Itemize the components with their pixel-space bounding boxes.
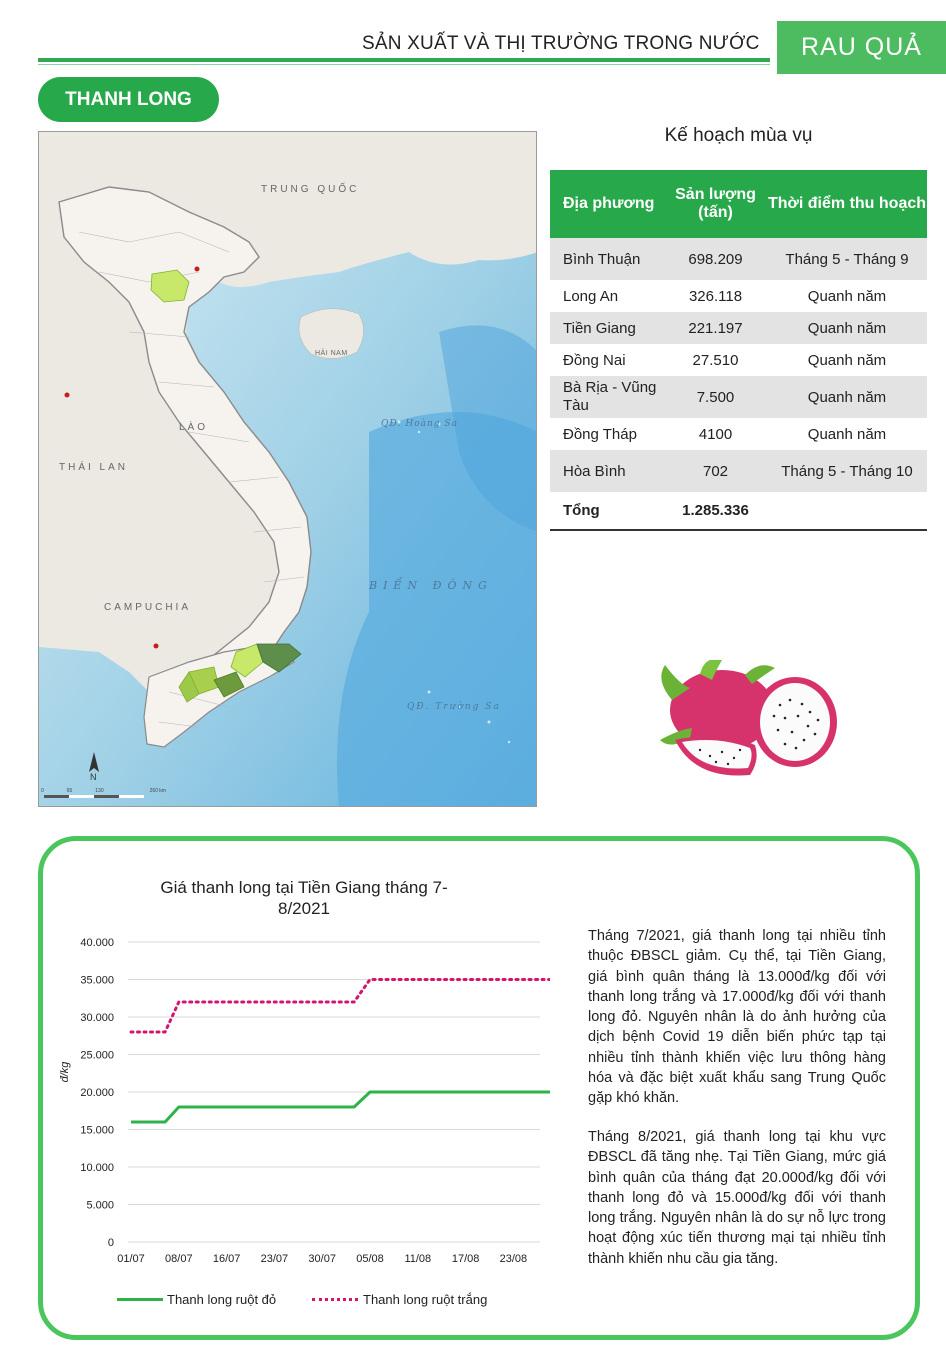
y-axis-label: đ/kg bbox=[59, 1061, 71, 1083]
y-tick-label: 35.000 bbox=[80, 974, 114, 987]
table-cell: Long An bbox=[563, 287, 619, 305]
map-label-cambodia: CAMPUCHIA bbox=[104, 602, 192, 613]
table-cell: Tháng 5 - Tháng 10 bbox=[767, 450, 927, 492]
y-tick-label: 0 bbox=[107, 1237, 114, 1249]
table-cell: 326.118 bbox=[688, 287, 743, 305]
table-header: Địa phương bbox=[550, 170, 664, 238]
series-line-red-flesh bbox=[131, 1092, 550, 1122]
x-tick-label: 08/07 bbox=[165, 1253, 193, 1265]
table-cell bbox=[767, 492, 927, 530]
map-label-china: TRUNG QUỐC bbox=[261, 184, 360, 195]
north-arrow-label: N bbox=[90, 772, 97, 782]
table-cell: Tiền Giang bbox=[550, 312, 664, 344]
map-scale-bar bbox=[41, 788, 166, 794]
x-tick-label: 30/07 bbox=[308, 1253, 336, 1265]
vietnam-map bbox=[38, 131, 537, 807]
product-title: THANH LONG bbox=[38, 77, 219, 122]
x-tick-label: 23/07 bbox=[260, 1253, 289, 1265]
scale-tick: 0 bbox=[41, 788, 44, 794]
table-header: Sản lượng (tấn) bbox=[664, 170, 767, 238]
legend-swatch-dotted bbox=[312, 1298, 358, 1301]
map-label-bien-dong: BIỂN ĐÔNG bbox=[369, 579, 493, 592]
scale-tick: 130 bbox=[95, 788, 104, 794]
table-cell: Đồng Nai bbox=[563, 351, 626, 369]
page-header-title: SẢN XUẤT VÀ THỊ TRƯỜNG TRONG NƯỚC bbox=[362, 33, 760, 54]
y-tick-label: 25.000 bbox=[80, 1049, 114, 1062]
table-cell: Tổng bbox=[550, 492, 664, 530]
x-tick-label: 16/07 bbox=[212, 1253, 241, 1265]
table-cell: 1.285.336 bbox=[664, 492, 767, 530]
x-tick-label: 23/08 bbox=[499, 1253, 528, 1265]
x-tick-label: 05/08 bbox=[356, 1253, 384, 1265]
table-cell: Bà Rịa - Vũng Tàu bbox=[550, 376, 664, 418]
table-cell: Đồng Tháp bbox=[563, 425, 637, 443]
table-row bbox=[550, 418, 927, 450]
table-cell: 698.209 bbox=[664, 238, 767, 280]
y-tick-label: 10.000 bbox=[80, 1162, 114, 1174]
y-tick-label: 20.000 bbox=[80, 1087, 114, 1099]
table-row bbox=[550, 280, 927, 312]
dragon-fruit-image bbox=[650, 660, 840, 780]
table-cell: 7.500 bbox=[664, 376, 767, 418]
table-cell: 27.510 bbox=[692, 351, 739, 369]
map-label-laos: LÀO bbox=[179, 422, 209, 433]
table-cell: Quanh năm bbox=[807, 425, 887, 443]
legend-label: Thanh long ruột trắng bbox=[363, 1292, 488, 1307]
map-label-hoang-sa: QĐ. Hoàng Sa bbox=[381, 419, 458, 429]
table-cell: 4100 bbox=[698, 425, 733, 443]
plan-table-title: Kế hoạch mùa vụ bbox=[664, 125, 813, 146]
price-line-chart bbox=[50, 925, 550, 1275]
map-label-hainan: HẢI NAM bbox=[315, 350, 348, 357]
table-total-row bbox=[550, 492, 927, 530]
table-cell: 702 bbox=[664, 450, 767, 492]
x-tick-label: 17/08 bbox=[451, 1253, 480, 1265]
scale-tick: 65 bbox=[66, 788, 73, 794]
y-tick-label: 40.000 bbox=[80, 937, 114, 949]
legend-item-red bbox=[117, 1292, 276, 1307]
legend-item-white bbox=[312, 1292, 487, 1307]
table-row bbox=[550, 344, 927, 376]
plan-table bbox=[550, 170, 927, 531]
table-row bbox=[550, 238, 927, 280]
legend-label: Thanh long ruột đỏ bbox=[167, 1292, 277, 1307]
x-tick-label: 11/08 bbox=[404, 1253, 432, 1265]
header-divider-thin bbox=[38, 64, 770, 65]
section-tab: RAU QUẢ bbox=[777, 21, 946, 74]
table-header: Thời điểm thu hoạch bbox=[767, 170, 927, 238]
table-cell: Quanh năm bbox=[767, 376, 927, 418]
map-label-truong-sa: QĐ. Trường Sa bbox=[407, 702, 501, 712]
y-tick-label: 15.000 bbox=[80, 1124, 114, 1137]
table-row bbox=[550, 312, 927, 344]
table-cell: Quanh năm bbox=[807, 351, 887, 369]
x-tick-label: 01/07 bbox=[117, 1253, 145, 1265]
legend-swatch-solid bbox=[117, 1298, 163, 1301]
paragraph-july: Tháng 7/2021, giá thanh long tại nhiều tỉnh thuộc ĐBSCL giảm. Cụ thể, tại Tiền Giang, giá bình quân tháng là 13.000đ/kg đối với thanh long trắng và 17.000đ/kg đối với thanh long đỏ. Nguyên nhân là do ảnh hưởng của dịch bệnh Covid 19 diễn biến phức tạp tại nhiều tỉnh thành khiến việc lưu thông hàng hóa và đặc biệt xuất khẩu sang Trung Quốc gặp khó khăn. bbox=[588, 928, 886, 1107]
table-cell: Tháng 5 - Tháng 9 bbox=[767, 238, 927, 280]
table-cell: Bình Thuận bbox=[550, 238, 664, 280]
table-cell: Quanh năm bbox=[807, 287, 887, 305]
table-cell: Hòa Bình bbox=[550, 450, 664, 492]
header-divider bbox=[38, 58, 770, 62]
table-cell: Quanh năm bbox=[767, 312, 927, 344]
y-tick-label: 5.000 bbox=[86, 1199, 114, 1212]
series-line-white-flesh bbox=[131, 980, 550, 1033]
table-row bbox=[550, 376, 927, 418]
scale-tick: 260 km bbox=[149, 788, 166, 794]
y-tick-label: 30.000 bbox=[80, 1012, 114, 1024]
chart-title: Giá thanh long tại Tiền Giang tháng 7-8/2021 bbox=[160, 878, 448, 918]
map-label-thailand: THÁI LAN bbox=[59, 462, 129, 473]
paragraph-august: Tháng 8/2021, giá thanh long tại khu vực ĐBSCL đã tăng nhẹ. Tại Tiền Giang, mức giá bình quân của tháng đạt 20.000đ/kg đối với thanh long đỏ và 15.000đ/kg đối với thanh long trắng. Nguyên nhân là do sự nỗ lực trong hoạt động xúc tiến thương mại tại nhiều tỉnh thành khiến nhu cầu gia tăng. bbox=[588, 1129, 886, 1267]
table-row bbox=[550, 450, 927, 492]
table-cell: 221.197 bbox=[664, 312, 767, 344]
